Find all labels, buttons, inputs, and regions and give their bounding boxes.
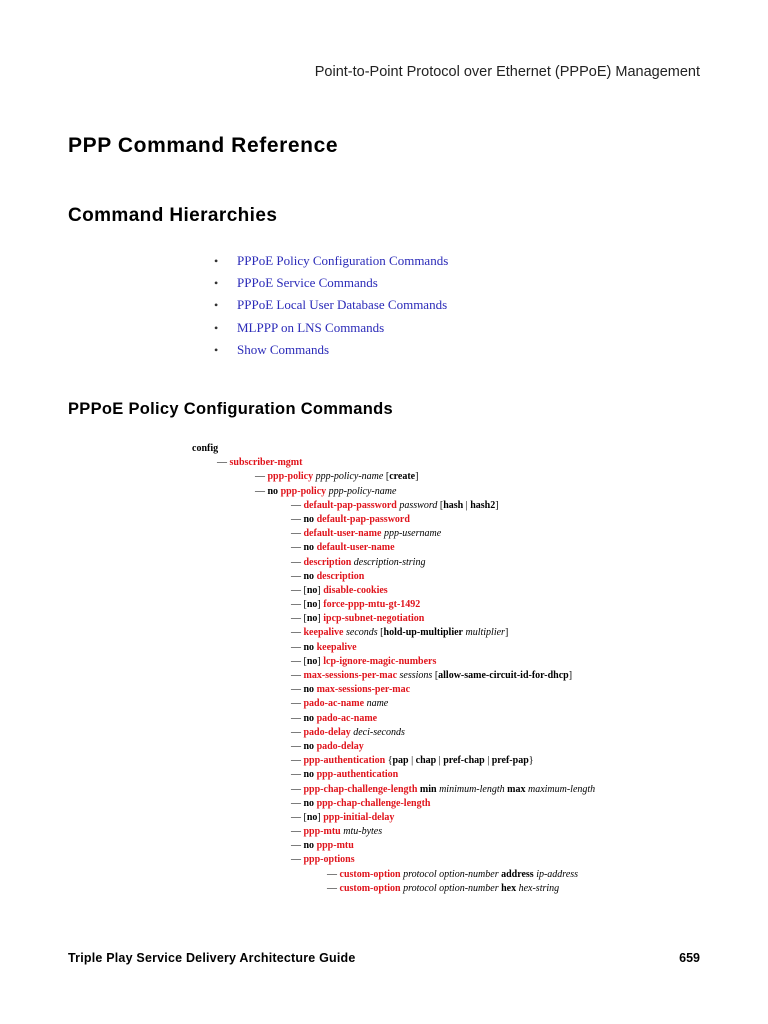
tree-dash: —	[291, 726, 301, 738]
command-option: no	[306, 584, 318, 596]
command-option: pap	[392, 755, 409, 767]
command-option: create	[389, 471, 416, 483]
command-parameter: ppp-policy-name	[313, 471, 384, 483]
command-keyword: ppp-policy	[280, 485, 327, 497]
command-option: max	[504, 783, 526, 795]
command-syntax: ]	[317, 655, 324, 667]
command-keyword: keepalive	[316, 641, 357, 653]
command-keyword: keepalive	[303, 627, 344, 639]
command-keyword: disable-cookies	[323, 584, 388, 596]
command-line	[192, 726, 595, 740]
tree-dash: —	[291, 783, 301, 795]
footer-title: Triple Play Service Delivery Architecture Guide	[68, 951, 356, 965]
command-line	[192, 584, 595, 598]
command-parameter: ppp-policy-name	[326, 485, 397, 497]
command-line	[192, 811, 595, 825]
command-line	[192, 527, 595, 541]
tree-dash: —	[291, 613, 301, 625]
command-parameter: description-string	[351, 556, 426, 568]
command-keyword: default-pap-password	[316, 513, 410, 525]
command-keyword: pado-delay	[316, 740, 364, 752]
tree-dash: —	[291, 712, 301, 724]
command-syntax: }	[528, 755, 534, 767]
command-line	[192, 754, 595, 768]
tree-dash: —	[327, 868, 337, 880]
page-title: PPP Command Reference	[68, 134, 339, 157]
tree-dash: —	[327, 882, 337, 894]
list-item	[214, 274, 448, 296]
command-keyword: ppp-mtu	[303, 826, 341, 838]
command-parameter: multiplier	[462, 627, 505, 639]
command-option: no	[267, 485, 281, 497]
command-syntax: |	[436, 755, 444, 767]
command-option: hex	[498, 882, 517, 894]
tree-dash: —	[291, 513, 301, 525]
command-hierarchy-list	[214, 252, 448, 363]
command-parameter: seconds	[343, 627, 378, 639]
command-parameter: hex-string	[516, 882, 560, 894]
command-syntax: {	[385, 755, 393, 767]
command-syntax: |	[484, 755, 492, 767]
command-keyword: description	[303, 556, 352, 568]
command-option: no	[306, 655, 318, 667]
command-line	[192, 740, 595, 754]
list-item	[214, 341, 448, 363]
command-syntax: [	[303, 599, 307, 611]
list-item	[214, 319, 448, 341]
command-parameter: deci-seconds	[350, 726, 405, 738]
list-item	[214, 252, 448, 274]
command-syntax: [	[377, 627, 384, 639]
command-line	[192, 612, 595, 626]
tree-dash: —	[291, 811, 301, 823]
command-syntax: ]	[504, 627, 509, 639]
command-parameter: maximum-length	[525, 783, 596, 795]
command-line	[192, 882, 595, 896]
command-syntax: ]	[317, 811, 324, 823]
command-line	[192, 556, 595, 570]
command-syntax: ]	[415, 471, 419, 483]
command-keyword: subscriber-mgmt	[229, 457, 303, 469]
tree-dash: —	[291, 570, 301, 582]
link-mlppp-on-lns[interactable]: MLPPP on LNS Commands	[237, 319, 385, 335]
command-parameter: mtu-bytes	[340, 826, 383, 838]
tree-dash: —	[255, 471, 265, 483]
command-syntax: [	[383, 471, 390, 483]
command-option: pref-chap	[443, 755, 485, 767]
command-keyword: pado-ac-name	[316, 712, 378, 724]
command-keyword: max-sessions-per-mac	[316, 684, 411, 696]
command-line	[192, 513, 595, 527]
tree-dash: —	[291, 740, 301, 752]
command-line	[192, 626, 595, 640]
command-keyword: ppp-chap-challenge-length	[303, 783, 418, 795]
command-syntax: |	[463, 499, 471, 511]
tree-dash: —	[291, 655, 301, 667]
command-parameter: sessions	[397, 670, 433, 681]
command-keyword: ppp-mtu	[316, 840, 354, 852]
bullet-icon: •	[214, 298, 219, 313]
link-show-commands[interactable]: Show Commands	[237, 341, 330, 357]
command-option: hash	[443, 499, 464, 511]
command-syntax: [	[437, 499, 444, 511]
command-keyword: ppp-initial-delay	[323, 811, 395, 823]
command-parameter: ip-address	[533, 868, 579, 880]
command-syntax: [	[432, 670, 439, 681]
list-item	[214, 296, 448, 318]
command-line	[192, 570, 595, 584]
command-option: allow-same-circuit-id-for-dhcp	[438, 670, 569, 681]
command-option: hold-up-multiplier	[383, 627, 463, 639]
command-line	[192, 797, 595, 811]
command-line	[192, 655, 595, 669]
command-syntax: ]	[317, 599, 324, 611]
tree-dash: —	[291, 627, 301, 639]
command-line	[192, 541, 595, 555]
command-line	[192, 669, 595, 683]
tree-dash: —	[291, 698, 301, 710]
tree-dash: —	[291, 556, 301, 568]
command-option: no	[303, 542, 317, 554]
command-keyword: custom-option	[339, 868, 401, 880]
command-line	[192, 598, 595, 612]
bullet-icon: •	[214, 342, 219, 357]
command-line	[192, 470, 595, 484]
command-option: no	[306, 613, 318, 625]
tree-dash: —	[291, 641, 301, 653]
command-syntax: |	[408, 755, 416, 767]
command-keyword: lcp-ignore-magic-numbers	[323, 655, 437, 667]
command-keyword: ppp-policy	[267, 471, 314, 483]
tree-dash: —	[291, 584, 301, 596]
command-keyword: default-pap-password	[303, 499, 397, 511]
command-keyword: ppp-options	[303, 854, 355, 866]
command-option: chap	[415, 755, 437, 767]
link-pppoe-policy-configuration[interactable]: PPPoE Policy Configuration Commands	[237, 253, 449, 268]
command-line	[192, 683, 595, 697]
command-parameter: minimum-length	[436, 783, 505, 795]
command-line	[192, 499, 595, 513]
command-syntax: ]	[317, 613, 324, 625]
command-keyword: default-user-name	[316, 542, 395, 554]
command-keyword: description	[316, 570, 365, 582]
command-syntax: [	[303, 613, 307, 625]
command-option: config	[192, 443, 219, 454]
command-syntax: ]	[568, 670, 573, 681]
command-line	[192, 839, 595, 853]
tree-dash: —	[255, 485, 265, 497]
bullet-icon: •	[214, 320, 219, 335]
command-line	[192, 456, 595, 470]
command-line	[192, 783, 595, 797]
tree-dash: —	[291, 797, 301, 809]
tree-dash: —	[217, 457, 227, 469]
command-keyword: ppp-authentication	[316, 769, 399, 781]
tree-dash: —	[291, 684, 301, 696]
command-option: pref-pap	[491, 755, 529, 767]
command-hierarchy	[192, 442, 595, 896]
link-pppoe-service[interactable]: PPPoE Service Commands	[237, 275, 378, 291]
command-line	[192, 442, 595, 456]
page-number: 659	[679, 951, 700, 965]
tree-dash: —	[291, 854, 301, 866]
command-keyword: custom-option	[339, 882, 401, 894]
bullet-icon: •	[214, 254, 219, 268]
tree-dash: —	[291, 528, 301, 540]
command-line	[192, 868, 595, 882]
command-keyword: max-sessions-per-mac	[303, 670, 398, 681]
command-option: no	[303, 641, 317, 653]
running-header: Point-to-Point Protocol over Ethernet (PPPoE) Management	[314, 64, 700, 80]
command-parameter: password	[396, 499, 438, 511]
command-keyword: pado-delay	[303, 726, 351, 738]
command-keyword: ppp-chap-challenge-length	[316, 797, 431, 809]
command-option: no	[306, 811, 318, 823]
command-line	[192, 825, 595, 839]
tree-dash: —	[291, 769, 301, 781]
command-line	[192, 853, 595, 867]
command-keyword: default-user-name	[303, 528, 382, 540]
subsection-heading: PPPoE Policy Configuration Commands	[68, 400, 393, 418]
link-pppoe-local-user-database[interactable]: PPPoE Local User Database Commands	[237, 297, 448, 313]
command-syntax: [	[303, 811, 307, 823]
command-option: no	[303, 769, 317, 781]
tree-dash: —	[291, 840, 301, 852]
command-syntax: ]	[317, 584, 324, 596]
tree-dash: —	[291, 826, 301, 838]
command-parameter: protocol option-number	[400, 868, 499, 880]
command-line	[192, 641, 595, 655]
command-option: no	[303, 840, 317, 852]
command-keyword: force-ppp-mtu-gt-1492	[323, 599, 421, 611]
command-option: no	[303, 712, 317, 724]
command-keyword: pado-ac-name	[303, 698, 365, 710]
command-option: min	[417, 783, 437, 795]
command-option: no	[303, 740, 317, 752]
command-line	[192, 712, 595, 726]
tree-dash: —	[291, 599, 301, 611]
tree-dash: —	[291, 499, 301, 511]
command-line	[192, 485, 595, 499]
command-option: address	[498, 868, 534, 880]
command-keyword: ipcp-subnet-negotiation	[323, 613, 425, 625]
command-option: no	[303, 513, 317, 525]
command-syntax: [	[303, 655, 307, 667]
tree-dash: —	[291, 542, 301, 554]
command-option: no	[303, 797, 317, 809]
command-keyword: ppp-authentication	[303, 755, 386, 767]
command-syntax: [	[303, 584, 307, 596]
command-line	[192, 768, 595, 782]
command-parameter: name	[364, 698, 389, 710]
command-option: hash2	[470, 499, 496, 511]
command-parameter: protocol option-number	[400, 882, 499, 894]
command-syntax: ]	[495, 499, 499, 511]
tree-dash: —	[291, 755, 301, 767]
command-option: no	[306, 599, 318, 611]
command-option: no	[303, 570, 317, 582]
tree-dash: —	[291, 670, 301, 681]
command-option: no	[303, 684, 317, 696]
command-line	[192, 697, 595, 711]
section-heading: Command Hierarchies	[68, 205, 278, 226]
bullet-icon: •	[214, 276, 219, 291]
command-parameter: ppp-username	[381, 528, 442, 540]
